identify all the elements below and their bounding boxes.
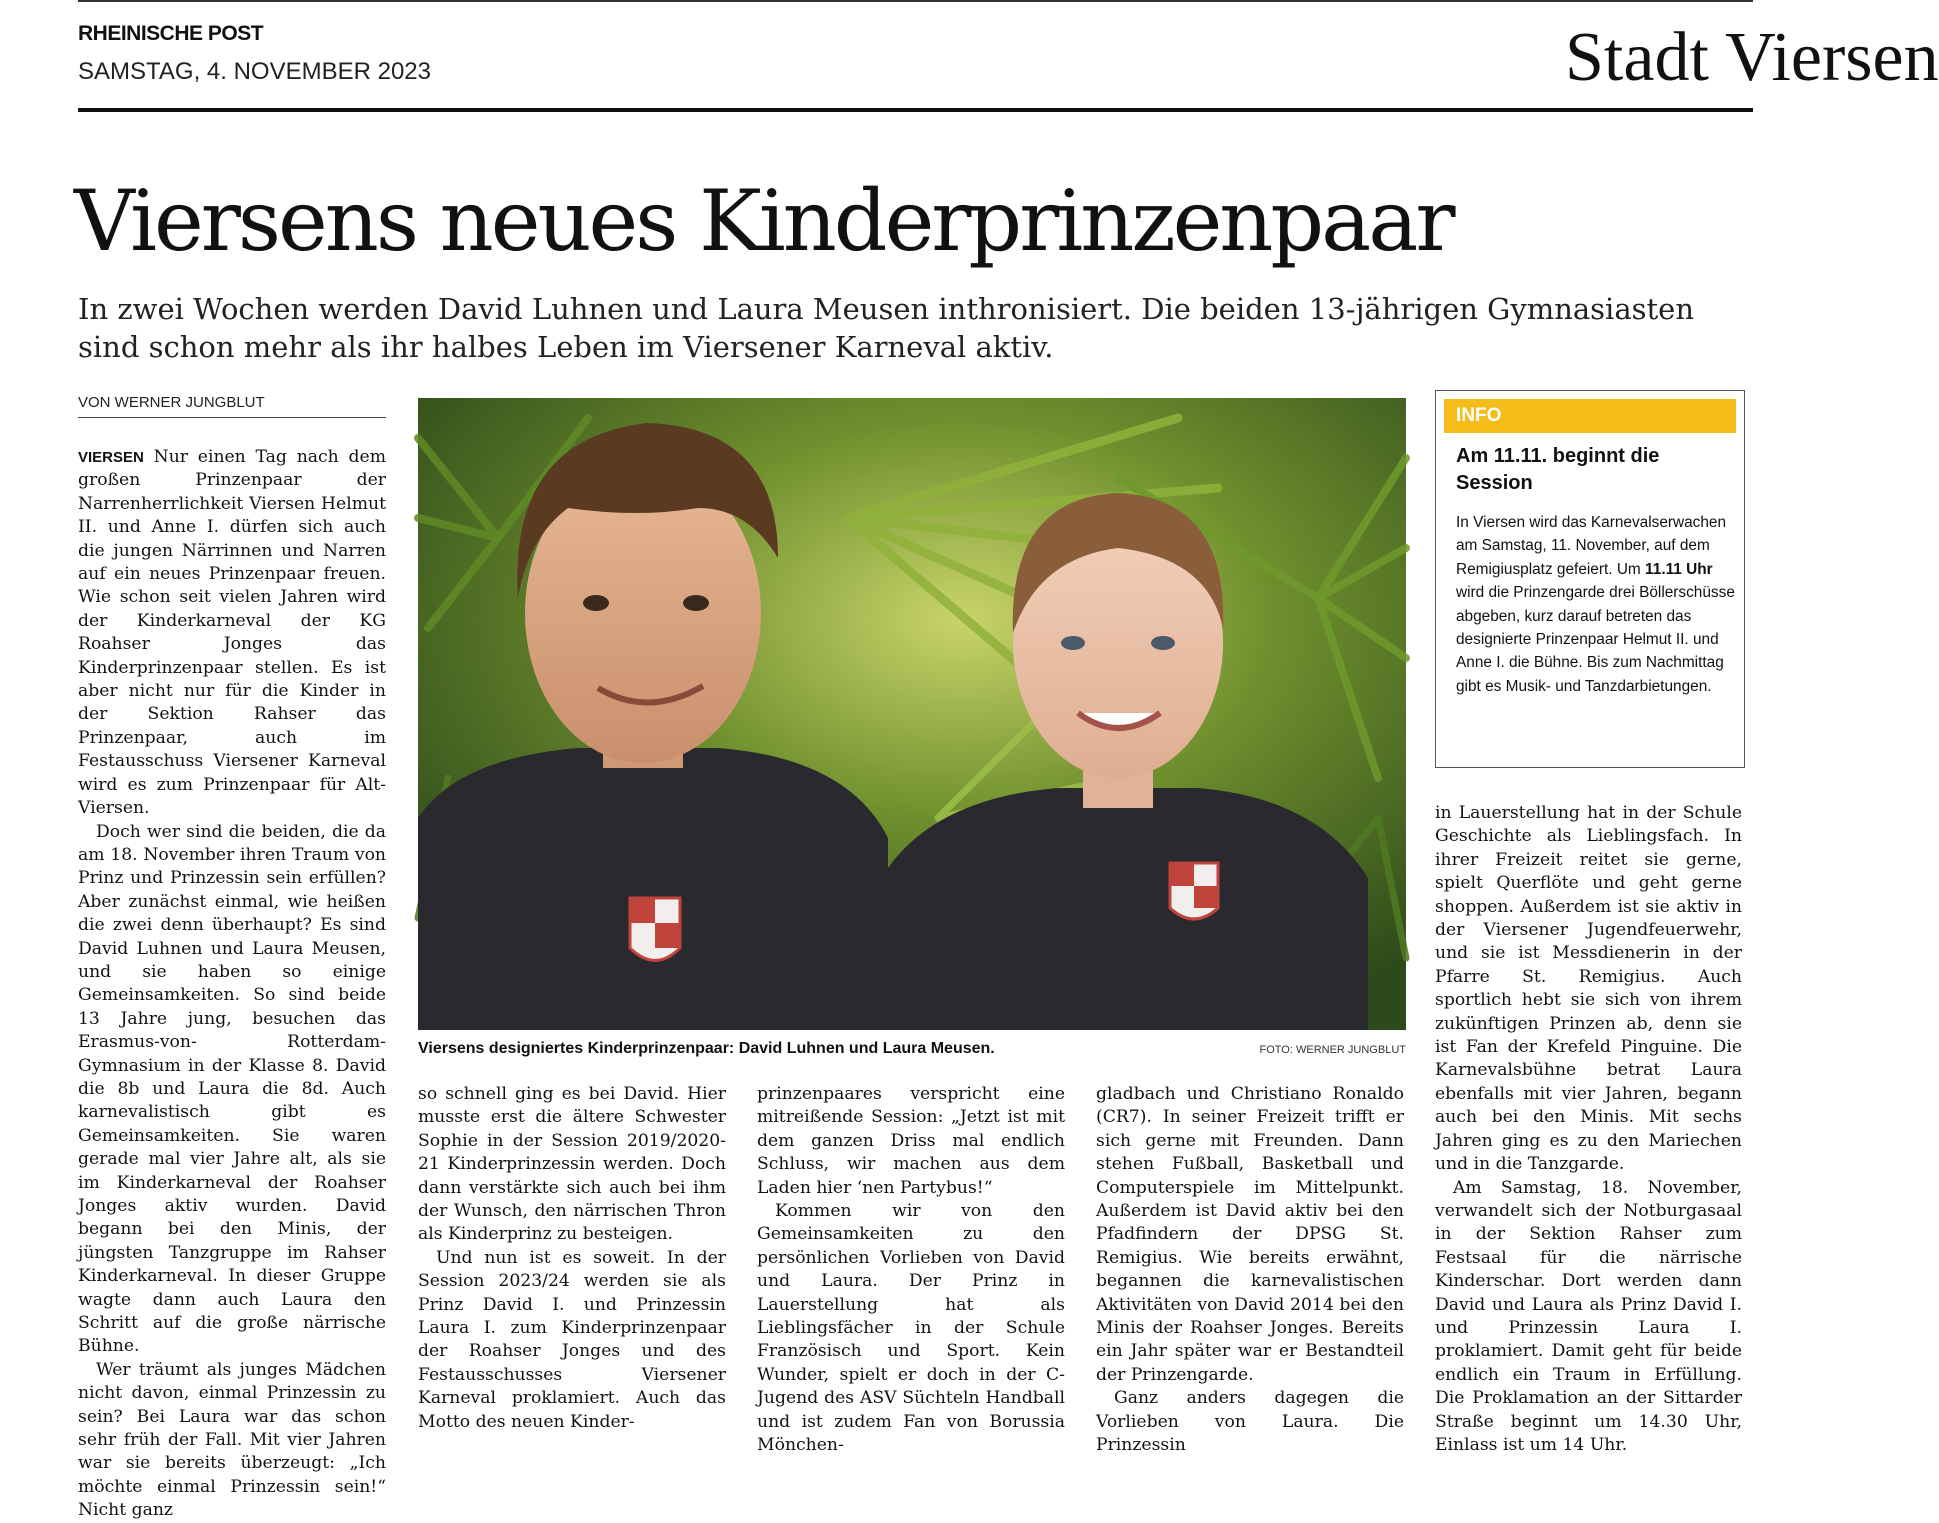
article-column-1: [78, 446, 386, 1523]
info-box: [1435, 390, 1745, 768]
paragraph: Ganz anders dagegen die Vorlieben von Laura. Die Prinzessin: [1096, 1388, 1404, 1456]
paragraph: so schnell ging es bei David. Hier musste erst die ältere Schwester Sophie in der Session 2019/2020-21 Kinderprinzessin werden. Doch dann verstärkte sich auch bei ihm der Wunsch, den närrischen Thron als Kinderprinz zu besteigen.: [418, 1084, 726, 1245]
photo-caption: Viersens designiertes Kinderprinzenpaar: David Luhnen und Laura Meusen.: [418, 1040, 995, 1057]
photo-credit: FOTO: WERNER JUNGBLUT: [1259, 1044, 1406, 1056]
info-time-highlight: 11.11 Uhr: [1645, 560, 1713, 578]
newspaper-name: RHEINISCHE POST: [78, 22, 264, 45]
issue-date: SAMSTAG, 4. NOVEMBER 2023: [78, 58, 432, 85]
paragraph: Doch wer sind die beiden, die da am 18. November ihren Traum von Prinz und Prinzessin sein erfüllen? Aber zunächst einmal, wie heißen die zwei denn überhaupt? Es sind David Luhnen und Laura Meusen, und sie haben so einige Gemeinsamkeiten. So sind beide 13 Jahre jung, besuchen das Erasmus-von- Rotterdam-Gymnasium in der Klasse 8. David die 8b und Laura die 8d. Auch karnevalistisch gibt es Gemeinsamkeiten. Sie waren gerade mal vier Jahre alt, als sie im Kinderkarneval der Roahser Jonges aktiv wurden. David begann bei den Minis, der jüngsten Tanzgruppe im Rahser Kinderkarneval. In dieser Gruppe wagte dann auch Laura den Schritt auf die große närrische Bühne.: [78, 821, 386, 1357]
paragraph: [78, 446, 386, 821]
masthead-rule: [78, 108, 1753, 112]
paragraph: prinzenpaares verspricht eine mitreißende Session: „Jetzt ist mit dem ganzen Driss mal endlich Schluss, wir machen aus dem Laden hier ‘nen Partybus!“: [757, 1084, 1065, 1198]
headline: Viersens neues Kinderprinzenpaar: [74, 172, 1453, 270]
article-column-3: [757, 1083, 1065, 1458]
info-text: [1456, 511, 1738, 698]
info-text-part: wird die Prinzengarde drei Böllerschüsse abgeben, kurz darauf betreten das designierte Prinzenpaar Helmut II. und Anne I. die Bühne. Bis zum Nachmittag gibt es Musik- und Tanzdarbietungen.: [1456, 584, 1735, 695]
paragraph: Und nun ist es soweit. In der Session 2023/24 werden sie als Prinz David I. und Prinzessin Laura I. zum Kinderprinzenpaar der Roahser Jonges und des Festausschusses Viersener Karneval proklamiert. Auch das Motto des neuen Kinder-: [418, 1247, 726, 1432]
paragraph: Kommen wir von den Gemeinsamkeiten zu den persönlichen Vorlieben von David und Laura. Der Prinz in Lauerstellung hat als Lieblingsfächer in der Schule Französisch und Sport. Kein Wunder, spielt er doch in der C-Jugend des ASV Süchteln Handball und ist zudem Fan von Borussia Mönchen-: [757, 1201, 1065, 1456]
article-deck: In zwei Wochen werden David Luhnen und Laura Meusen inthronisiert. Die beiden 13-jährigen Gymnasiasten sind schon mehr als ihr halbes Leben im Viersener Karneval aktiv.: [78, 292, 1694, 364]
byline: VON WERNER JUNGBLUT: [78, 394, 386, 418]
paragraph-text: Nur einen Tag nach dem großen Prinzenpaar der Narrenherrlichkeit Viersen Helmut II. und Anne I. dürfen sich auch die jungen Närrinnen und Narren auf ein neues Prinzenpaar freuen. Wie schon seit vielen Jahren wird der Kinderkarneval der KG Roahser Jonges das Kinderprinzenpaar stellen. Es ist aber nicht nur für die Kinder in der Sektion Rahser das Prinzenpaar, auch im Festausschuss Viersener Karneval wird es zum Prinzenpaar für Alt-Viersen.: [78, 447, 386, 819]
article-photo: [418, 398, 1406, 1030]
paragraph: Wer träumt als junges Mädchen nicht davon, einmal Prinzessin zu sein? Bei Laura war das schon sehr früh der Fall. Mit vier Jahren war sie bereits überzeugt: „Ich möchte einmal Prinzessin sein!“ Nicht ganz: [78, 1359, 386, 1521]
article-column-5: [1435, 802, 1742, 1457]
article-column-2: [418, 1083, 726, 1434]
article-column-4: [1096, 1083, 1404, 1458]
dateline: VIERSEN: [78, 449, 144, 466]
info-title: Am 11.11. beginnt die Session: [1456, 445, 1660, 494]
top-border: [78, 0, 1753, 2]
paragraph: Am Samstag, 18. November, verwandelt sich der Notburgasaal in der Sektion Rahser zum Festsaal für die närrische Kinderschar. Dort werden dann David und Laura als Prinz David I. und Prinzessin Laura I. proklamiert. Damit geht für beide endlich ein Traum in Erfüllung. Die Proklamation an der Sittarder Straße beginnt um 14.30 Uhr, Einlass ist um 14 Uhr.: [1435, 1177, 1742, 1455]
info-text-part: In Viersen wird das Karnevalserwachen am Samstag, 11. November, auf dem Remigiusplatz gefeiert. Um: [1456, 514, 1727, 578]
info-label: INFO: [1444, 399, 1736, 433]
section-title: Stadt Viersen: [1565, 19, 1939, 96]
photo-illustration: [418, 398, 1406, 1030]
paragraph: gladbach und Christiano Ronaldo (CR7). In seiner Freizeit trifft er sich gerne mit Freunden. Dann stehen Fußball, Basketball und Computerspiele im Mittelpunkt. Außerdem ist David aktiv bei den Pfadfindern der DPSG St. Remigius. Wie bereits erwähnt, begannen die karnevalistischen Aktivitäten von David 2014 bei den Minis der Roahser Jonges. Bereits ein Jahr später war er Bestandteil der Prinzengarde.: [1096, 1084, 1404, 1385]
paragraph: in Lauerstellung hat in der Schule Geschichte als Lieblingsfach. In ihrer Freizeit reitet sie gerne, spielt Querflöte und geht gerne shoppen. Außerdem ist sie aktiv in der Viersener Jugendfeuerwehr, und sie ist Messdienerin in der Pfarre St. Remigius. Auch sportlich hebt sie sich von ihrem zukünftigen Prinzen ab, denn sie ist Fan der Krefeld Pinguine. Die Karnevalsbühne betrat Laura ebenfalls mit vier Jahren, begann auch bei den Minis. Mit sechs Jahren ging es zu den Mariechen und in die Tanzgarde.: [1435, 803, 1742, 1175]
